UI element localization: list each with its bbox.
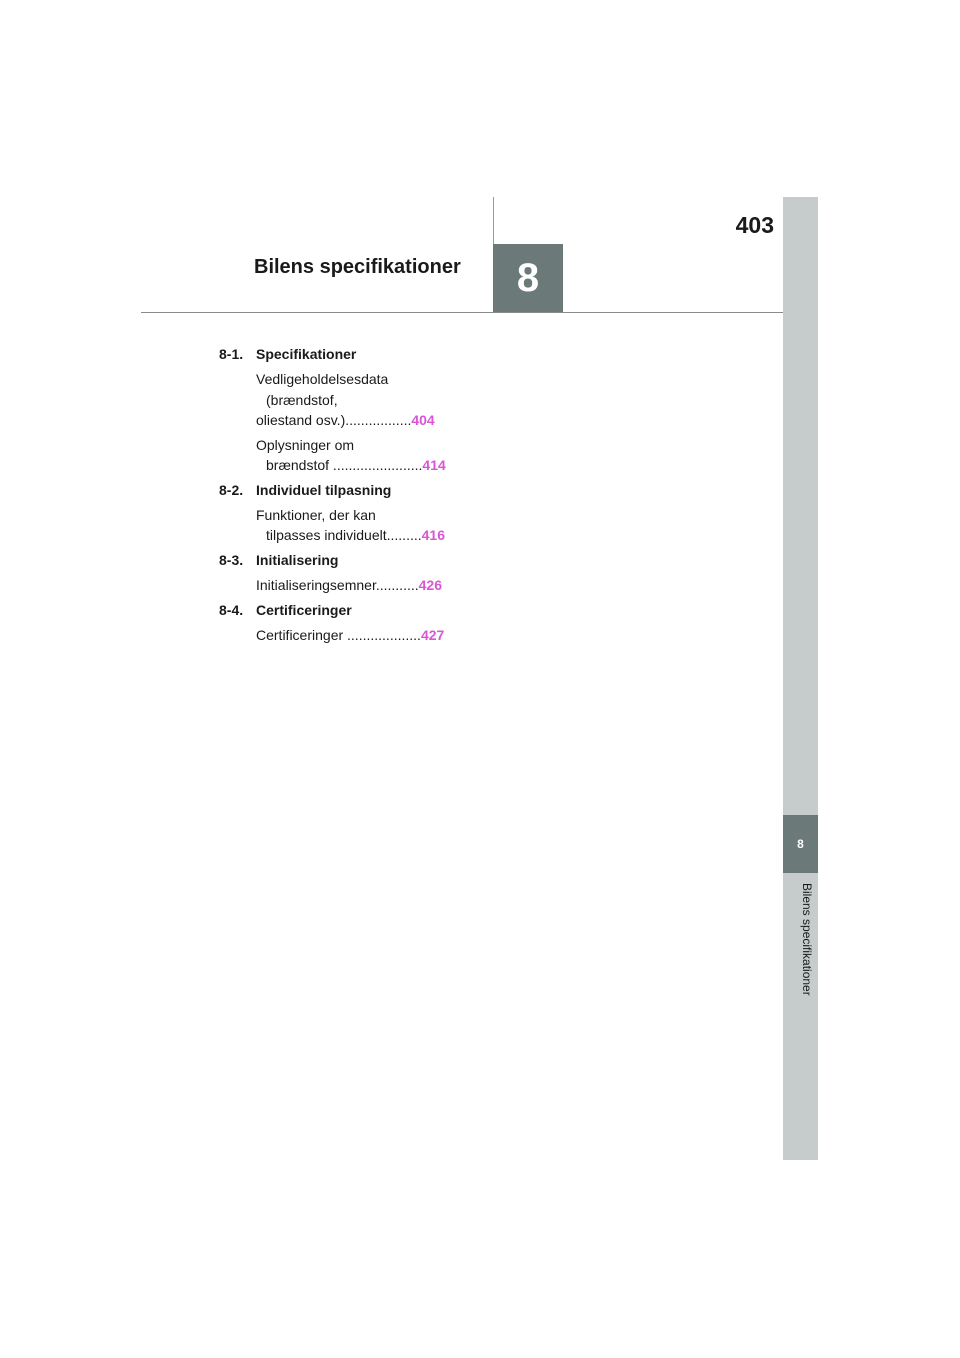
chapter-title: Bilens specifikationer [254,256,461,278]
toc-entry-404[interactable] [256,412,466,428]
page-link[interactable]: 427 [420,627,445,643]
entry-text: Initialiseringsemner [256,577,376,593]
leader-dots: ....................... [329,457,423,473]
section-number: 8-4. [219,602,244,618]
leader-dots: ................. [345,412,412,428]
toc-entry-416[interactable] [256,527,466,543]
chapter-number-box: 8 [493,244,563,312]
side-chapter-label: Bilens specifikationer [800,883,814,996]
page-number: 403 [735,212,774,238]
section-title: Certificeringer [256,602,352,618]
page-link[interactable]: 414 [422,457,446,473]
toc-entry-426[interactable] [256,577,466,593]
page-link[interactable]: 416 [421,527,445,543]
toc-entry-427[interactable] [256,627,466,643]
entry-text: tilpasses individuelt [266,527,387,543]
entry-text: Certificeringer [256,627,344,643]
header-rule [141,312,783,313]
section-number: 8-1. [219,346,244,362]
toc-entry-414[interactable] [256,457,466,473]
section-number: 8-2. [219,482,244,498]
section-title: Individuel tilpasning [256,482,392,498]
page-link[interactable]: 426 [418,577,442,593]
header-divider-vertical [493,197,494,244]
page-link[interactable]: 404 [411,412,435,428]
entry-text: brændstof [266,457,330,473]
leader-dots: ......... [386,527,422,543]
section-number: 8-3. [219,552,244,568]
side-strip [783,197,818,1160]
leader-dots: ................... [343,627,421,643]
leader-dots: ........... [375,577,419,593]
section-title: Specifikationer [256,346,357,362]
toc-entry-line: Vedligeholdelsesdata [256,371,389,387]
side-chapter-tab[interactable]: 8 [783,815,818,873]
toc-entry-line: (brændstof, [266,392,338,408]
toc-entry-line: Oplysninger om [256,437,355,453]
section-title: Initialisering [256,552,339,568]
toc-entry-line: Funktioner, der kan [256,507,376,523]
entry-text: oliestand osv.) [256,412,346,428]
